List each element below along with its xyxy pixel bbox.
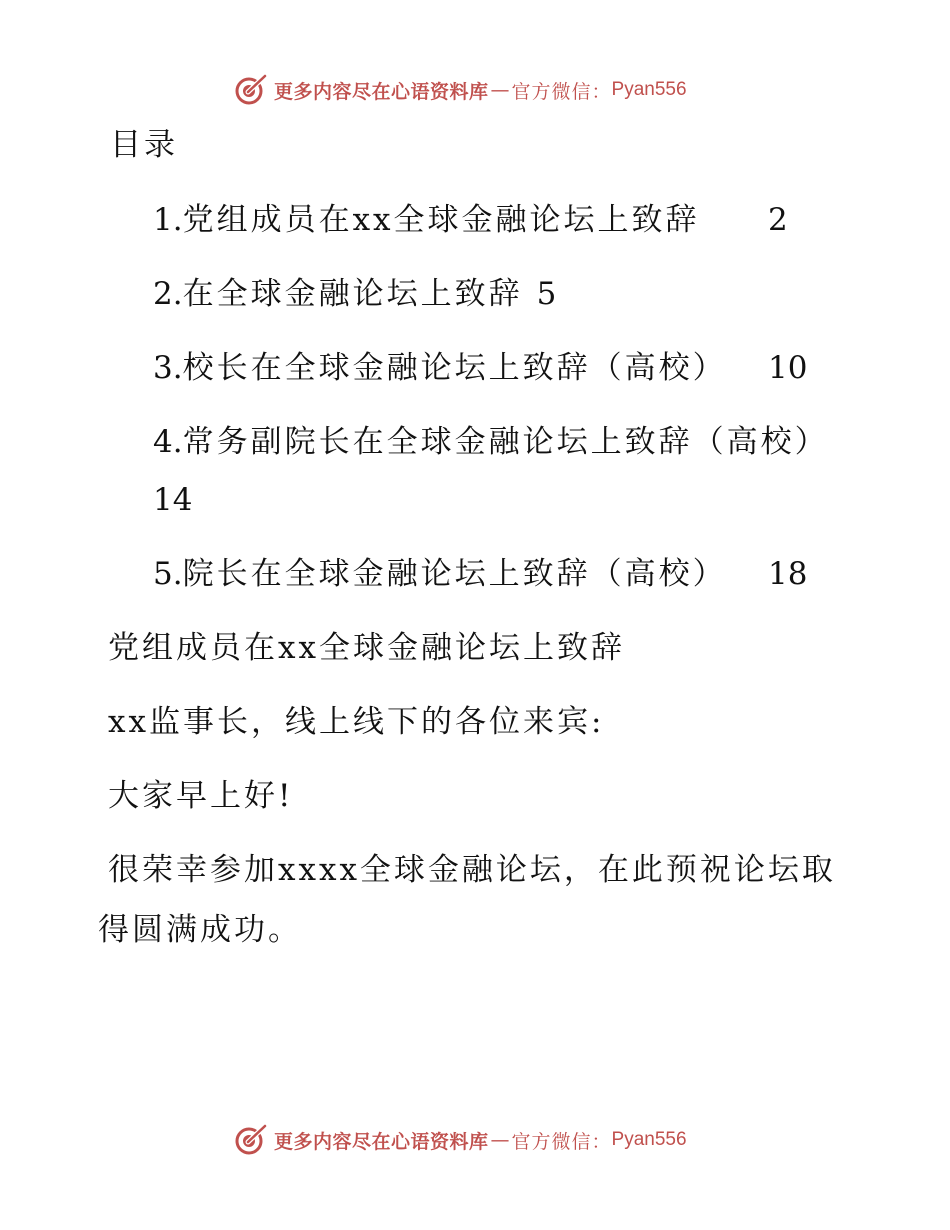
watermark-dash: — — [490, 79, 510, 101]
speech-heading: 党组成员在xx全球金融论坛上致辞 — [108, 630, 625, 666]
toc-item-number: 5. — [153, 556, 183, 592]
toc-item-text: 党组成员在xx全球金融论坛上致辞 — [182, 202, 700, 238]
toc-item-number: 4. — [153, 424, 183, 460]
watermark-main-text: 更多内容尽在心语资料库 — [274, 80, 489, 103]
watermark-wechat-id: Pyan556 — [611, 1129, 687, 1150]
toc-item-number: 3. — [153, 350, 183, 386]
toc-item-page: 18 — [768, 556, 808, 592]
toc-item-text: 常务副院长在全球金融论坛上致辞（高校） — [182, 424, 829, 460]
toc-item-text: 校长在全球金融论坛上致辞（高校） — [182, 350, 727, 386]
toc-title: 目录 — [110, 127, 178, 163]
toc-item-page: 2 — [768, 202, 788, 238]
watermark-main-text: 更多内容尽在心语资料库 — [274, 1130, 489, 1153]
watermark-sub-text: 官方微信： — [511, 80, 612, 103]
toc-item-page: 5 — [536, 276, 557, 312]
pen-logo-icon — [234, 1123, 268, 1157]
toc-item-text: 院长在全球金融论坛上致辞（高校） — [182, 556, 727, 592]
watermark-wechat-id: Pyan556 — [611, 79, 687, 100]
pen-logo-icon — [234, 73, 268, 107]
speech-greeting: xx监事长，线上线下的各位来宾: — [108, 704, 605, 740]
toc-item-1[interactable] — [153, 202, 788, 238]
toc-item-4[interactable] — [153, 424, 829, 460]
speech-hello: 大家早上好! — [108, 778, 294, 814]
speech-paragraph-line-1: 很荣幸参加xxxx全球金融论坛，在此预祝论坛取 — [108, 852, 836, 888]
toc-item-2[interactable] — [153, 276, 556, 312]
toc-item-4-page: 14 — [153, 482, 193, 518]
header-watermark — [234, 72, 687, 108]
toc-item-3[interactable] — [153, 350, 808, 386]
toc-item-number: 2. — [153, 276, 183, 312]
toc-item-page: 10 — [768, 350, 808, 386]
watermark-sub-text: 官方微信： — [511, 1130, 612, 1153]
footer-watermark — [234, 1122, 687, 1158]
toc-item-number: 1. — [153, 202, 183, 238]
speech-paragraph-line-2: 得圆满成功。 — [98, 912, 302, 948]
watermark-dash: — — [490, 1129, 510, 1151]
toc-item-text: 在全球金融论坛上致辞 — [182, 276, 523, 312]
toc-item-5[interactable] — [153, 556, 808, 592]
